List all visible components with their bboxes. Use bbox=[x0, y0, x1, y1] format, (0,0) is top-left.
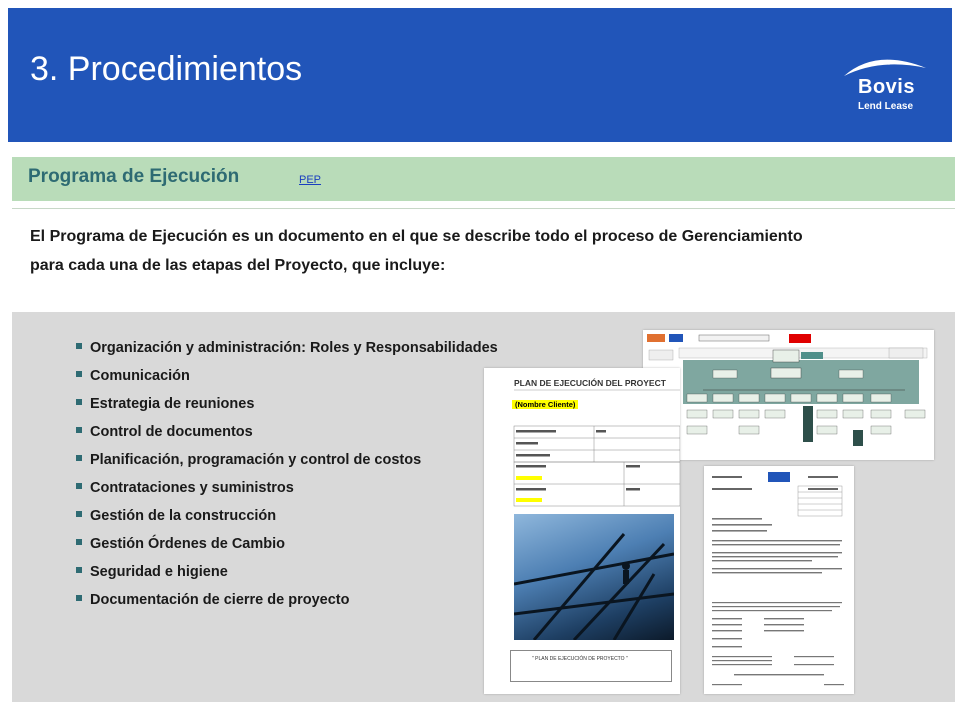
intro-line-1: El Programa de Ejecución es un documento en el que se describe todo el proceso de Gerenciamiento bbox=[30, 228, 803, 245]
org-chart-thumbnail bbox=[643, 330, 934, 460]
slide-title: 3. Procedimientos bbox=[30, 50, 303, 88]
bullet-square-icon bbox=[76, 483, 82, 489]
bovis-logo bbox=[836, 54, 932, 124]
bullet-square-icon bbox=[76, 427, 82, 433]
divider bbox=[12, 208, 955, 209]
change-order-thumbnail bbox=[704, 466, 854, 694]
bullet-square-icon bbox=[76, 567, 82, 573]
pep-footer-box bbox=[510, 650, 672, 682]
bullet-square-icon bbox=[76, 455, 82, 461]
bullet-square-icon bbox=[76, 539, 82, 545]
bullet-item: Control de documentos bbox=[76, 418, 498, 446]
bullet-item: Seguridad e higiene bbox=[76, 558, 498, 586]
slide-header bbox=[8, 8, 952, 142]
pep-client-highlight: (Nombre Cliente) bbox=[512, 400, 578, 409]
intro-paragraph bbox=[30, 222, 930, 280]
bullet-item: Gestión Órdenes de Cambio bbox=[76, 530, 498, 558]
pep-footer-text: " PLAN DE EJECUCIÓN DE PROYECTO " bbox=[532, 656, 628, 662]
bullet-item: Comunicación bbox=[76, 362, 498, 390]
bullet-item: Contrataciones y suministros bbox=[76, 474, 498, 502]
bullet-square-icon bbox=[76, 399, 82, 405]
bullet-square-icon bbox=[76, 343, 82, 349]
construction-photo bbox=[514, 514, 674, 640]
logo-text: Bovis bbox=[858, 76, 915, 98]
bullet-square-icon bbox=[76, 511, 82, 517]
section-title: Programa de Ejecución bbox=[28, 166, 240, 187]
bullet-item: Organización y administración: Roles y Responsabilidades bbox=[76, 334, 498, 362]
pep-document-thumbnail bbox=[484, 368, 680, 694]
pep-link[interactable]: PEP bbox=[299, 174, 322, 186]
bullet-square-icon bbox=[76, 595, 82, 601]
logo-subtext: Lend Lease bbox=[858, 101, 914, 112]
bullet-item: Documentación de cierre de proyecto bbox=[76, 586, 498, 614]
intro-line-2: para cada una de las etapas del Proyecto, que incluye: bbox=[30, 257, 446, 274]
section-bar bbox=[12, 157, 955, 201]
bullet-item: Gestión de la construcción bbox=[76, 502, 498, 530]
bullet-item: Estrategia de reuniones bbox=[76, 390, 498, 418]
bullet-list bbox=[76, 334, 498, 614]
bullet-item: Planificación, programación y control de costos bbox=[76, 446, 498, 474]
bullet-square-icon bbox=[76, 371, 82, 377]
pep-doc-title: PLAN DE EJECUCIÓN DEL PROYECT bbox=[514, 378, 666, 388]
